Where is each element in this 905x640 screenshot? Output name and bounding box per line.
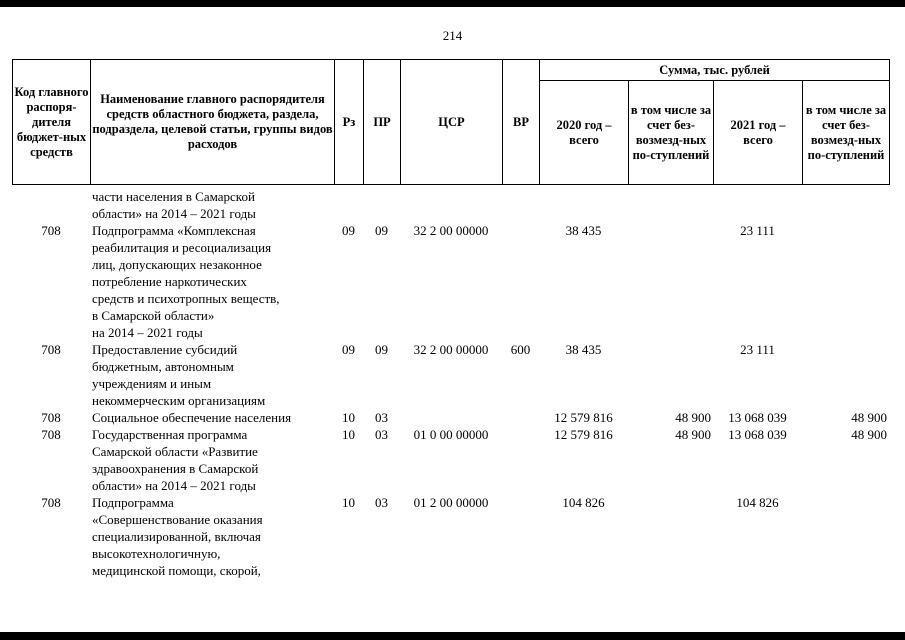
row-pr: 03 xyxy=(375,495,388,510)
row-2021-free: 48 900 xyxy=(851,427,887,442)
row-rz: 09 xyxy=(342,223,355,238)
row-vr: 600 xyxy=(510,342,531,357)
header-vr: ВР xyxy=(503,60,540,185)
row-name-line: средств и психотропных веществ, xyxy=(92,291,280,306)
row-name-line: Государственная программа xyxy=(92,427,248,442)
row-name-line: лиц, допускающих незаконное xyxy=(92,257,262,272)
row-2021-total: 23 111 xyxy=(740,342,775,357)
row-name-line: части населения в Самарской xyxy=(92,189,255,204)
row-name xyxy=(90,188,334,222)
header-2020-free: в том числе за счет без-возмезд-ных по-ступлений xyxy=(629,81,714,185)
row-name xyxy=(90,426,334,494)
bottom-scan-border xyxy=(0,632,905,640)
row-vr xyxy=(502,188,539,222)
row-vr xyxy=(502,222,539,341)
table-row xyxy=(12,188,889,222)
row-name-line: учреждениям и иным xyxy=(92,376,212,391)
header-rz: Рз xyxy=(335,60,364,185)
row-vr xyxy=(502,426,539,494)
row-rz: 09 xyxy=(342,342,355,357)
header-code: Код главного распоря-дителя бюджет-ных средств xyxy=(13,60,91,185)
row-name-line: здравоохранения в Самарской xyxy=(92,461,259,476)
row-2020-total: 38 435 xyxy=(565,342,602,357)
row-rz xyxy=(334,188,363,222)
row-2021-free xyxy=(802,494,889,579)
row-name-line: Самарской области «Развитие xyxy=(92,444,258,459)
row-name-line: Предоставление субсидий xyxy=(92,342,238,357)
row-2020-total: 12 579 816 xyxy=(554,410,613,425)
header-name: Наименование главного распорядителя средств областного бюджета, раздела, подраздела, целевой статьи, группы видов расходов xyxy=(91,60,335,185)
row-2020-total: 104 826 xyxy=(562,495,605,510)
row-2020-total: 12 579 816 xyxy=(554,427,613,442)
row-code xyxy=(12,188,90,222)
row-name-line: на 2014 – 2021 годы xyxy=(92,325,203,340)
row-2020-free xyxy=(628,222,713,341)
table-row xyxy=(12,494,889,579)
row-name-line: некоммерческим организациям xyxy=(92,393,266,408)
header-2021-free: в том числе за счет без-возмезд-ных по-ступлений xyxy=(803,81,890,185)
row-rz: 10 xyxy=(342,427,355,442)
row-code: 708 xyxy=(41,427,61,442)
row-name-line: реабилитация и ресоциализация xyxy=(92,240,272,255)
row-name-line: бюджетным, автономным xyxy=(92,359,234,374)
table-row xyxy=(12,341,889,409)
row-code: 708 xyxy=(41,223,61,238)
row-2020-free: 48 900 xyxy=(675,410,711,425)
row-name-line: высокотехнологичную, xyxy=(92,546,221,561)
row-2020-free xyxy=(628,341,713,409)
row-rz: 10 xyxy=(342,410,355,425)
row-2020-free: 48 900 xyxy=(675,427,711,442)
row-2020-free xyxy=(628,494,713,579)
row-name-line: Социальное обеспечение населения xyxy=(92,410,292,425)
row-2020-free xyxy=(628,188,713,222)
row-2020-total: 38 435 xyxy=(565,223,602,238)
row-pr: 03 xyxy=(375,410,388,425)
table-body xyxy=(12,188,889,579)
row-name xyxy=(90,409,334,426)
row-csr: 32 2 00 00000 xyxy=(413,223,489,238)
row-2021-free xyxy=(802,341,889,409)
row-2021-total: 104 826 xyxy=(736,495,779,510)
header-sum: Сумма, тыс. рублей xyxy=(540,60,890,81)
row-csr: 32 2 00 00000 xyxy=(413,342,489,357)
row-name-line: в Самарской области» xyxy=(92,308,215,323)
row-name-line: области» на 2014 – 2021 годы xyxy=(92,478,256,493)
row-name-line: специализированной, включая xyxy=(92,529,261,544)
row-csr: 01 2 00 00000 xyxy=(413,495,489,510)
row-name-line: области» на 2014 – 2021 годы xyxy=(92,206,256,221)
row-2021-total: 13 068 039 xyxy=(728,410,787,425)
row-2021-total: 23 111 xyxy=(740,223,775,238)
row-name xyxy=(90,341,334,409)
row-code: 708 xyxy=(41,495,61,510)
row-vr xyxy=(502,409,539,426)
header-2020-total: 2020 год – всего xyxy=(540,81,629,185)
header-pr: ПР xyxy=(364,60,401,185)
row-2021-free: 48 900 xyxy=(851,410,887,425)
row-name-line: «Совершенствование оказания xyxy=(92,512,263,527)
header-2021-total: 2021 год – всего xyxy=(714,81,803,185)
row-2021-total xyxy=(713,188,802,222)
row-pr xyxy=(363,188,400,222)
row-csr xyxy=(400,409,502,426)
row-rz: 10 xyxy=(342,495,355,510)
table-row xyxy=(12,222,889,341)
row-csr xyxy=(400,188,502,222)
row-name-line: потребление наркотических xyxy=(92,274,247,289)
row-vr xyxy=(502,494,539,579)
row-name-line: Подпрограмма xyxy=(92,495,174,510)
top-scan-border xyxy=(0,0,905,7)
row-name-line: медицинской помощи, скорой, xyxy=(92,563,261,578)
row-2021-free xyxy=(802,222,889,341)
table-header xyxy=(12,59,890,185)
row-pr: 09 xyxy=(375,223,388,238)
page-number: 214 xyxy=(442,28,463,43)
table-row xyxy=(12,409,889,426)
header-csr: ЦСР xyxy=(401,60,503,185)
table-row xyxy=(12,426,889,494)
row-code: 708 xyxy=(41,342,61,357)
row-name xyxy=(90,222,334,341)
row-csr: 01 0 00 00000 xyxy=(413,427,489,442)
row-name xyxy=(90,494,334,579)
row-2020-total xyxy=(539,188,628,222)
row-code: 708 xyxy=(41,410,61,425)
row-pr: 09 xyxy=(375,342,388,357)
row-name-line: Подпрограмма «Комплексная xyxy=(92,223,256,238)
row-pr: 03 xyxy=(375,427,388,442)
row-2021-total: 13 068 039 xyxy=(728,427,787,442)
row-2021-free xyxy=(802,188,889,222)
